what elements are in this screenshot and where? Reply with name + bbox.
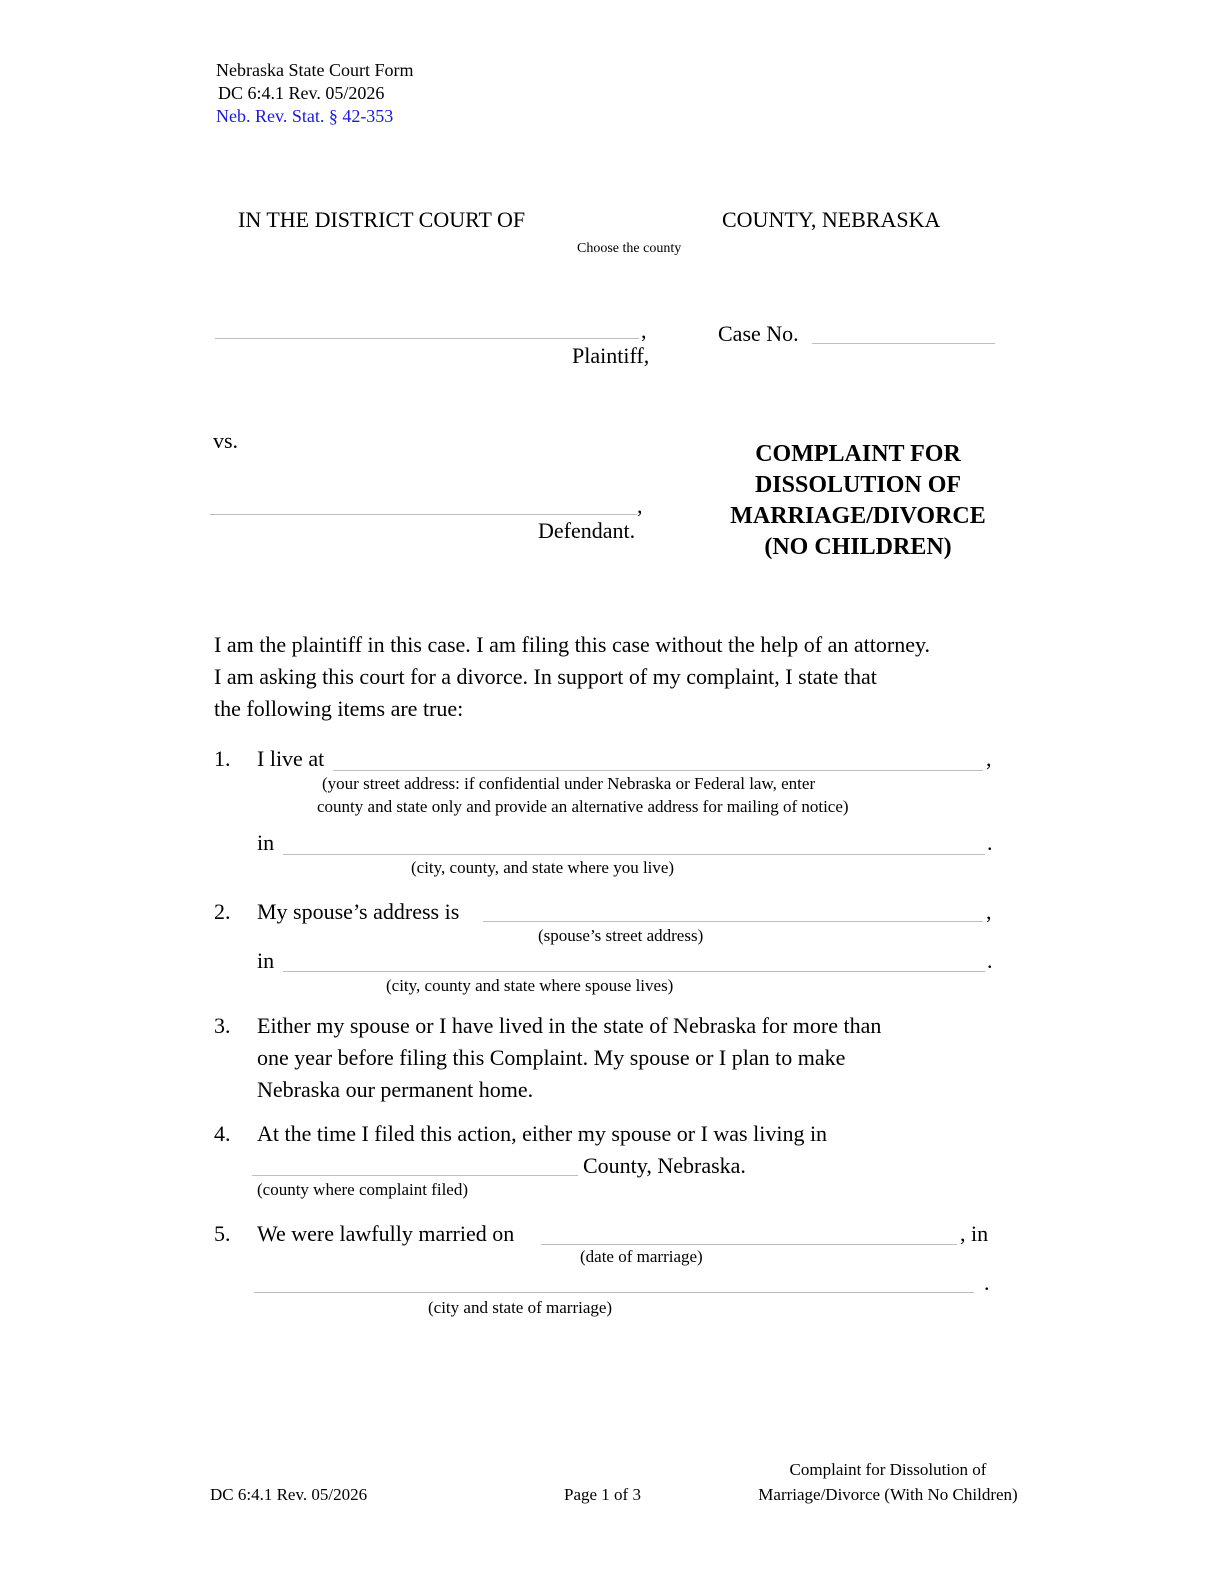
item-3-line-3: Nebraska our permanent home. — [257, 1077, 534, 1102]
item-3-number: 3. — [214, 1013, 231, 1038]
item-2-hint-2: (city, county and state where spouse lives) — [386, 976, 674, 995]
defendant-label: Defendant. — [538, 518, 636, 543]
footer-title-line-1: Complaint for Dissolution of — [789, 1460, 987, 1479]
item-5-in-suffix: , in — [960, 1221, 989, 1246]
plaintiff-name-field[interactable] — [215, 338, 639, 339]
intro-line-1: I am the plaintiff in this case. I am filing this case without the help of an attorney. — [214, 632, 931, 657]
title-line-4: (NO CHILDREN) — [764, 534, 952, 560]
title-line-2: DISSOLUTION OF — [754, 472, 962, 498]
item-2-lead: My spouse’s address is — [257, 899, 460, 924]
item-2-comma: , — [986, 899, 992, 924]
item-4-number: 4. — [214, 1121, 231, 1146]
defendant-name-field[interactable] — [210, 514, 637, 515]
item-5-hint-1: (date of marriage) — [580, 1247, 703, 1266]
item-2-number: 2. — [214, 899, 231, 924]
item-1-lead: I live at — [257, 746, 325, 771]
case-number-field[interactable] — [812, 343, 995, 344]
item-1-in: in — [257, 830, 275, 855]
defendant-comma: , — [637, 493, 643, 518]
item-2-in: in — [257, 948, 275, 973]
street-address-field[interactable] — [333, 770, 983, 771]
spouse-city-county-state-field[interactable] — [283, 971, 985, 972]
plaintiff-comma: , — [641, 318, 647, 343]
form-number-label: DC 6:4.1 Rev. 05/2026 — [218, 83, 385, 103]
form-source-label: Nebraska State Court Form — [216, 60, 414, 80]
footer-form-id: DC 6:4.1 Rev. 05/2026 — [210, 1485, 368, 1504]
item-3-line-2: one year before filing this Complaint. My spouse or I plan to make — [257, 1045, 846, 1070]
item-1-comma: , — [986, 746, 992, 771]
marriage-date-field[interactable] — [541, 1244, 957, 1245]
item-4-line-1: At the time I filed this action, either my spouse or I was living in — [257, 1121, 828, 1146]
county-select[interactable] — [556, 210, 716, 236]
item-5-hint-2: (city and state of marriage) — [428, 1298, 613, 1317]
item-5-lead: We were lawfully married on — [257, 1221, 515, 1246]
statute-link[interactable]: Neb. Rev. Stat. § 42-353 — [216, 106, 394, 126]
court-prefix: IN THE DISTRICT COURT OF — [238, 207, 526, 232]
item-4-hint: (county where complaint filed) — [257, 1180, 469, 1199]
item-2-hint-1: (spouse’s street address) — [538, 926, 704, 945]
marriage-place-field[interactable] — [254, 1292, 974, 1293]
court-suffix: COUNTY, NEBRASKA — [722, 207, 941, 232]
city-county-state-field[interactable] — [283, 854, 985, 855]
filing-county-field[interactable] — [252, 1175, 578, 1176]
item-5-period: . — [984, 1270, 990, 1295]
footer-title-line-2: Marriage/Divorce (With No Children) — [758, 1485, 1018, 1504]
title-line-1: COMPLAINT FOR — [755, 441, 961, 467]
case-number-label: Case No. — [718, 321, 799, 346]
item-1-period: . — [987, 830, 993, 855]
item-1-hint-3: (city, county, and state where you live) — [411, 858, 675, 877]
versus-label: vs. — [213, 428, 239, 453]
item-2-period: . — [987, 948, 993, 973]
title-line-3: MARRIAGE/DIVORCE — [730, 503, 986, 529]
footer-page-number: Page 1 of 3 — [564, 1485, 641, 1504]
item-1-hint-1: (your street address: if confidential under Nebraska or Federal law, enter — [322, 774, 816, 793]
item-1-hint-2: county and state only and provide an alternative address for mailing of notice) — [317, 797, 849, 816]
plaintiff-label: Plaintiff, — [572, 343, 650, 368]
item-3-line-1: Either my spouse or I have lived in the state of Nebraska for more than — [257, 1013, 882, 1038]
county-hint: Choose the county — [577, 241, 682, 256]
item-4-county-suffix: County, Nebraska. — [583, 1153, 746, 1178]
item-1-number: 1. — [214, 746, 231, 771]
intro-line-3: the following items are true: — [214, 696, 464, 721]
item-5-number: 5. — [214, 1221, 231, 1246]
document-title — [708, 439, 1008, 563]
intro-line-2: I am asking this court for a divorce. In support of my complaint, I state that — [214, 664, 877, 689]
spouse-address-field[interactable] — [483, 921, 983, 922]
